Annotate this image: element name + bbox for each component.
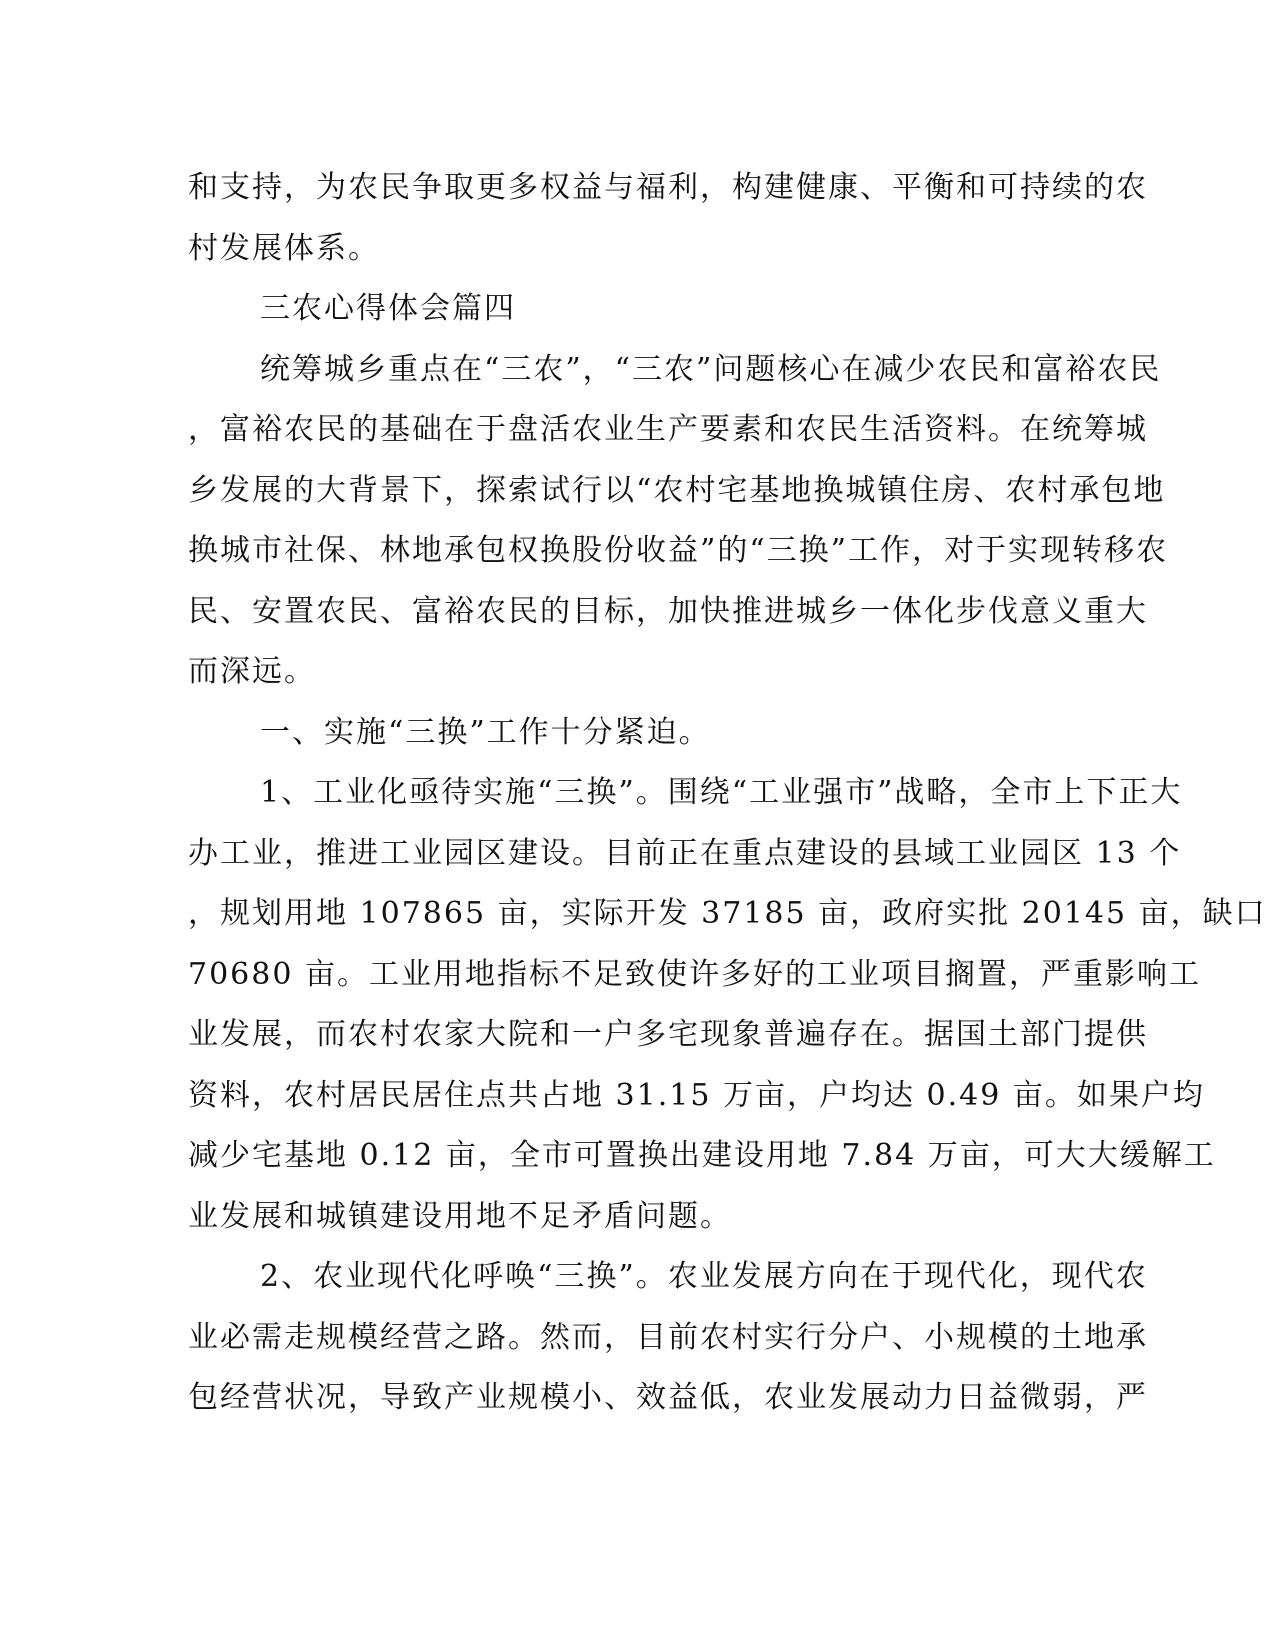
text-line: 资料，农村居民居住点共占地 31.15 万亩，户均达 0.49 亩。如果户均 — [188, 1077, 1205, 1113]
paragraph-start: 1、工业化亟待实施“三换”。围绕“工业强市”战略，全市上下正大 — [260, 775, 1183, 810]
paragraph-start: 统筹城乡重点在“三农”，“三农”问题核心在减少农民和富裕农民 — [260, 351, 1162, 387]
text-line: ，富裕农民的基础在于盘活农业生产要素和农民生活资料。在统筹城 — [188, 412, 1148, 447]
text-line: 办工业，推进工业园区建设。目前正在重点建设的县域工业园区 13 个 — [188, 835, 1182, 871]
text-line: 而深远。 — [188, 654, 316, 689]
text-line: 70680 亩。工业用地指标不足致使许多好的工业项目搁置，严重影响工 — [188, 956, 1201, 992]
text-line: 和支持，为农民争取更多权益与福利，构建健康、平衡和可持续的农 — [188, 170, 1148, 205]
document-body — [188, 158, 1267, 1429]
text-line: 民、安置农民、富裕农民的目标，加快推进城乡一体化步伐意义重大 — [188, 593, 1148, 629]
text-line: 业发展和城镇建设用地不足矛盾问题。 — [188, 1198, 732, 1234]
text-line: 业发展，而农村农家大院和一户多宅现象普遍存在。据国土部门提供 — [188, 1017, 1148, 1052]
text-line: 换城市社保、林地承包权换股份收益”的“三换”工作，对于实现转移农 — [188, 533, 1169, 568]
section-heading: 三农心得体会篇四 — [260, 291, 516, 326]
text-line: 村发展体系。 — [188, 230, 380, 266]
text-line: 业必需走规模经营之路。然而，目前农村实行分户、小规模的土地承 — [188, 1319, 1148, 1355]
text-line: 包经营状况，导致产业规模小、效益低，农业发展动力日益微弱，严 — [188, 1380, 1148, 1415]
text-line: ，规划用地 107865 亩，实际开发 37185 亩，政府实批 20145 亩，缺口 — [188, 896, 1267, 931]
paragraph-start: 2、农业现代化呼唤“三换”。农业发展方向在于现代化，现代农 — [260, 1259, 1148, 1294]
text-line: 乡发展的大背景下，探索试行以“农村宅基地换城镇住房、农村承包地 — [188, 472, 1166, 508]
subsection-heading: 一、实施“三换”工作十分紧迫。 — [260, 714, 711, 750]
text-line: 减少宅基地 0.12 亩，全市可置换出建设用地 7.84 万亩，可大大缓解工 — [188, 1138, 1216, 1173]
